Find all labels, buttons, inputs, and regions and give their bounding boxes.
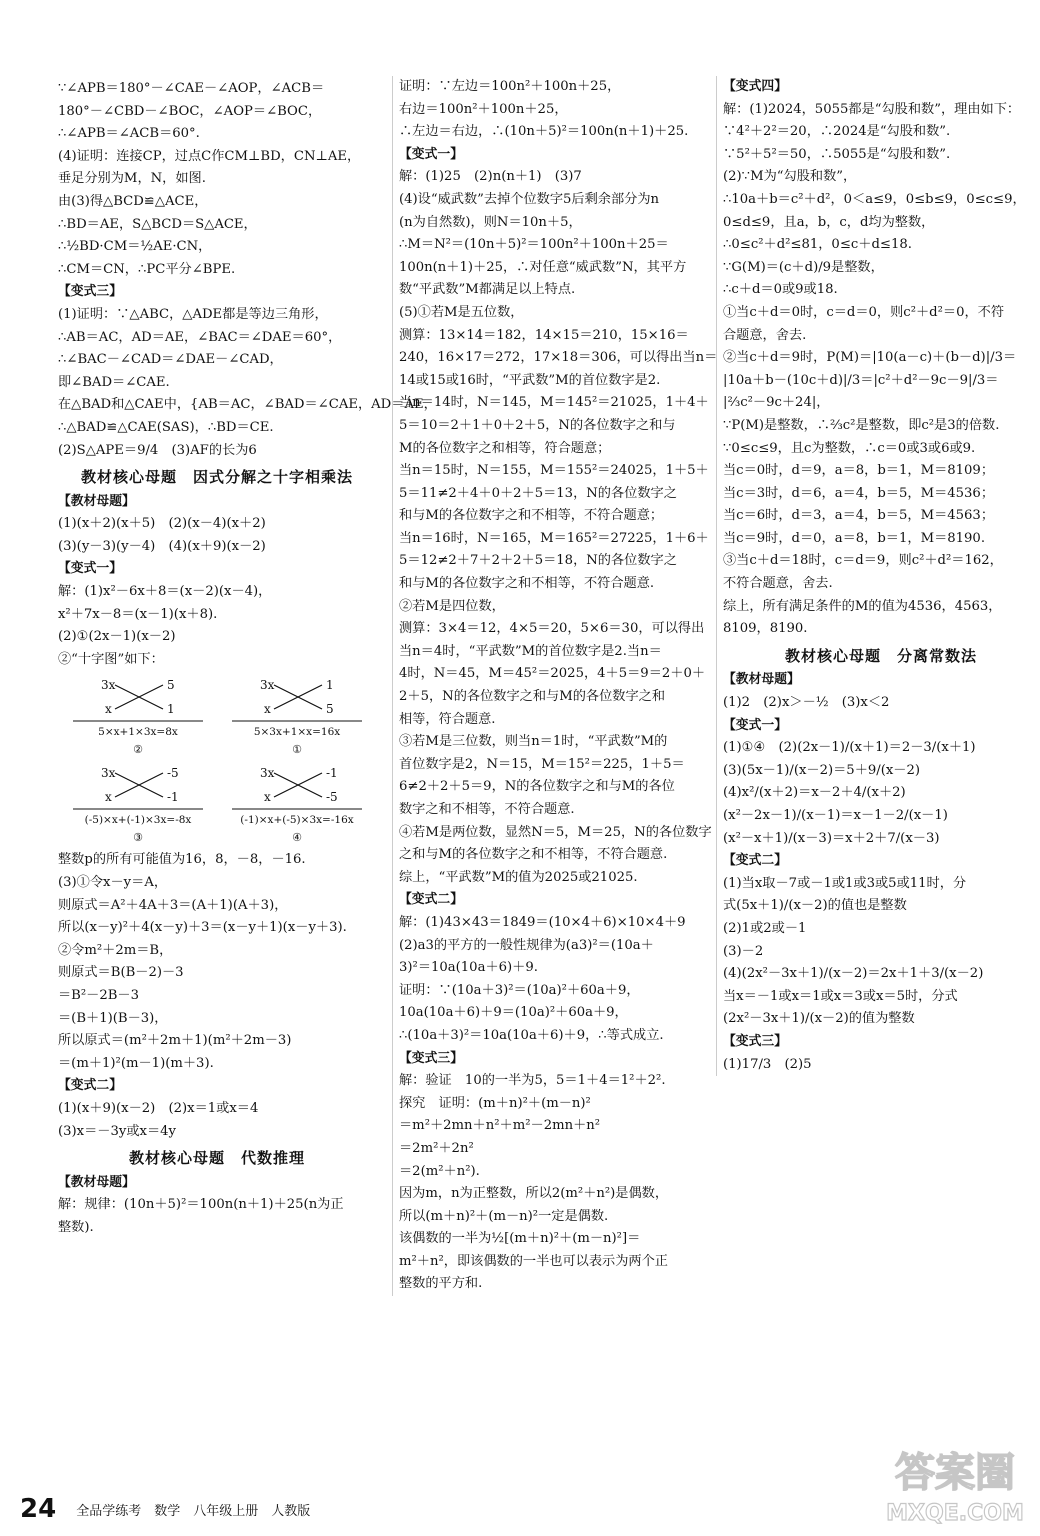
text-line: ＝(m＋1)²(m－1)(m＋3). — [58, 1055, 214, 1071]
section-heading-algebra-reasoning: 教材核心母题 代数推理 — [128, 1149, 305, 1168]
cross-bottom-left: x — [263, 790, 271, 805]
text-line: |10a＋b－(10c＋d)|/3＝|c²＋d²－9c－9|/3＝ — [723, 372, 999, 388]
text-line: 8109，8190. — [723, 621, 808, 637]
text-line: 合题意，舍去. — [723, 327, 807, 343]
text-line: 由(3)得△BCD≌△ACE， — [58, 193, 208, 209]
section-tag: 【变式二】 — [399, 892, 463, 908]
watermark-logo — [880, 1440, 1030, 1528]
cross-top-right: -5 — [166, 766, 179, 781]
text-line: 综上，“平武数”M的值为2025或21025. — [399, 869, 638, 885]
text-line: (4)证明：连接CP，过点C作CM⊥BD，CN⊥AE， — [58, 148, 361, 164]
cross-number: ③ — [132, 831, 143, 845]
text-line: 整数). — [58, 1219, 94, 1235]
text-line: x²＋7x－8＝(x－1)(x＋8). — [58, 606, 218, 622]
text-line: ②令m²＋2m＝B， — [58, 942, 173, 958]
text-line: 相等，符合题意. — [399, 711, 496, 727]
text-line: 首位数字是2，N＝15，M＝15²＝225，1＋5＝ — [399, 756, 685, 772]
text-line: (3)－2 — [723, 943, 764, 959]
text-line: 当n＝16时，N＝165，M＝165²＝27225，1＋6＋ — [399, 530, 709, 546]
text-line: ∴△BAD≌△CAE(SAS)，∴BD＝CE. — [58, 419, 274, 435]
page-footer — [20, 1494, 310, 1524]
text-line: 不符合题意，舍去. — [723, 576, 833, 592]
text-line: 在△BAD和△CAE中，{AB＝AC，∠BAD＝∠CAE，AD＝AE， — [58, 397, 437, 413]
text-line: (2)①(2x－1)(x－2) — [58, 629, 176, 645]
text-line: ∴c＋d＝0或9或18. — [723, 282, 838, 298]
text-line: 当x＝－1或x＝1或x＝3或x＝5时，分式 — [723, 988, 958, 1004]
cross-top-right: -1 — [325, 766, 338, 781]
text-line: (2)a3的平方的一般性规律为(a3)²＝(10a＋ — [399, 937, 654, 953]
text-line: ②当c＋d＝9时，P(M)＝|10(a－c)＋(b－d)|/3＝ — [723, 350, 1017, 366]
cross-diagram-row-2 — [58, 763, 376, 847]
text-line: ①当c＋d＝0时，c＝d＝0，则c²＋d²＝0，不符 — [723, 304, 1005, 320]
text-line: 解：规律：(10n＋5)²＝100n(n＋1)＋25(n为正 — [58, 1197, 344, 1213]
text-line: (3)(y－3)(y－4) (4)(x＋9)(x－2) — [58, 538, 266, 554]
text-line: (2x²－3x＋1)/(x－2)的值为整数 — [723, 1011, 915, 1027]
text-line: ∵0≤c≤9，且c为整数，∴c＝0或3或6或9. — [723, 440, 976, 456]
text-line: 解：(1)43×43＝1849＝(10×4＋6)×10×4＋9 — [399, 914, 686, 930]
cross-equation: 5×3x+1×x=16x — [253, 726, 340, 739]
text-line: 5＝10＝2＋1＋0＋2＋5，N的各位数字之和与 — [399, 417, 676, 433]
text-line: ③当c＋d＝18时，c＝d＝9，则c²＋d²＝162， — [723, 553, 1003, 569]
text-line: 2＋5，N的各位数字之和与M的各位数字之和 — [399, 689, 666, 705]
text-line: 当c＝3时，d＝6，a＝4，b＝5，M＝4536； — [723, 485, 995, 501]
section-heading-cross-multiplication: 教材核心母题 因式分解之十字相乘法 — [80, 468, 353, 487]
text-line: |⅔c²－9c＋24|， — [723, 395, 830, 411]
cross-bottom-left: x — [263, 702, 271, 717]
text-line: 当c＝0时，d＝9，a＝8，b＝1，M＝8109； — [723, 463, 995, 479]
text-line: 当c＝6时，d＝3，a＝4，b＝5，M＝4563； — [723, 508, 995, 524]
text-line: ∴M＝N²＝(10n＋5)²＝100n²＋100n＋25＝ — [399, 237, 669, 253]
text-line: ∴10a＋b＝c²＋d²，0＜a≤9，0≤b≤9，0≤c≤9， — [723, 191, 1026, 207]
section-tag: 【变式三】 — [58, 284, 122, 300]
cross-top-left: 3x — [100, 766, 115, 781]
text-line: (1)当x取－7或－1或1或3或5或11时，分 — [723, 875, 967, 891]
cross-bottom-right: 1 — [166, 702, 175, 717]
text-line: 即∠BAD＝∠CAE. — [58, 374, 170, 390]
text-line: (n为自然数)，则N＝10n＋5， — [399, 214, 582, 230]
text-line: 测算：3×4＝12，4×5＝20，5×6＝30，可以得出 — [399, 621, 705, 637]
text-line: ④若M是两位数，显然N＝5，M＝25，N的各位数字 — [399, 824, 712, 840]
section-tag: 【变式一】 — [58, 561, 122, 577]
text-line: ∵4²＋2²＝20，∴2024是“勾股和数”. — [723, 124, 951, 140]
text-line: 证明：∵左边＝100n²＋100n＋25， — [399, 79, 621, 94]
middle-column — [392, 76, 718, 1296]
text-line: 所以(x－y)²＋4(x－y)＋3＝(x－y＋1)(x－y＋3). — [58, 920, 347, 936]
text-line: 右边＝100n²＋100n＋25， — [399, 101, 568, 117]
text-line: 4时，N＝45，M＝45²＝2025，4＋5＝9＝2＋0＋ — [399, 666, 706, 682]
text-line: 10a(10a＋6)＋9＝(10a)²＋60a＋9， — [399, 1005, 628, 1021]
text-line: (3)x＝－3y或x＝4y — [58, 1123, 176, 1139]
text-line: M的各位数字之和相等，符合题意； — [399, 440, 611, 456]
text-line: 数“平武数”M都满足以上特点. — [399, 282, 576, 298]
text-line: ∴½BD·CM＝½AE·CN， — [58, 239, 212, 255]
text-line: ＝B²－2B－3 — [58, 988, 140, 1003]
text-line: 整数的平方和. — [399, 1276, 483, 1292]
cross-equation: (-1)×x+(-5)×3x=-16x — [239, 814, 354, 827]
text-line: 垂足分别为M，N，如图. — [58, 171, 206, 187]
text-line: (1)2 (2)x＞－½ (3)x＜2 — [723, 695, 890, 711]
text-line: 证明：∵(10a＋3)²＝(10a)²＋60a＋9， — [399, 982, 640, 998]
text-line: 解：验证 10的一半为5，5＝1＋4＝1²＋2². — [399, 1073, 666, 1089]
text-line: 100n(n＋1)＋25，∴对任意“威武数”N，其平方 — [399, 259, 687, 275]
cross-number: ① — [291, 743, 302, 757]
cross-top-left: 3x — [259, 678, 274, 693]
text-line: 解：(1)25 (2)n(n＋1) (3)7 — [399, 169, 582, 185]
text-line: 3)²＝10a(10a＋6)＋9. — [399, 960, 538, 976]
section-tag: 【变式四】 — [723, 79, 787, 94]
text-line: (1)(x＋2)(x＋5) (2)(x－4)(x＋2) — [58, 516, 266, 532]
text-line: (5)①若M是五位数， — [399, 304, 524, 320]
text-line: ②若M是四位数， — [399, 598, 505, 614]
text-line: 解：(1)2024，5055都是“勾股和数”，理由如下： — [723, 101, 1021, 117]
text-line: 和与M的各位数字之和不相等，不符合题意； — [399, 508, 664, 524]
cross-number: ④ — [291, 831, 302, 845]
text-line: ∵G(M)＝(c＋d)/9是整数， — [723, 259, 884, 275]
cross-bottom-left: x — [104, 702, 112, 717]
solution-block-3 — [58, 849, 376, 1143]
section-tag: 【教材母题】 — [58, 1174, 135, 1190]
svg-text:MXQE.COM: MXQE.COM — [886, 1501, 1024, 1526]
cross-diagram — [63, 675, 213, 759]
text-line: 该偶数的一半为½[(m＋n)²＋(m－n)²]＝ — [399, 1231, 641, 1247]
text-line: 整数p的所有可能值为16，8，－8，－16. — [58, 852, 306, 868]
section-tag: 【变式一】 — [723, 717, 787, 733]
cross-diagram — [222, 763, 372, 847]
text-line: ∴∠BAC－∠CAD＝∠DAE－∠CAD， — [58, 352, 283, 368]
cross-number: ② — [132, 743, 143, 757]
page-number: 24 — [20, 1494, 57, 1524]
text-line: ∴左边＝右边，∴(10n＋5)²＝100n(n＋1)＋25. — [399, 124, 689, 140]
text-line: (3)①令x－y＝A， — [58, 875, 168, 891]
text-line: 0≤d≤9，且a，b，c，d均为整数， — [723, 214, 935, 230]
cross-diagram — [63, 763, 213, 847]
right-column — [716, 76, 1039, 1076]
cross-bottom-right: -5 — [325, 790, 338, 805]
cross-bottom-right: 5 — [325, 702, 334, 717]
text-line: (x²－x＋1)/(x－3)＝x＋2＋7/(x－3) — [723, 830, 940, 846]
text-line: 当c＝9时，d＝0，a＝8，b＝1，M＝8190. — [723, 530, 986, 546]
cross-top-right: 5 — [166, 678, 175, 693]
section-tag: 【变式二】 — [723, 853, 787, 869]
text-line: (4)(2x²－3x＋1)/(x－2)＝2x＋1＋3/(x－2) — [723, 966, 984, 982]
text-line: 之和与M的各位数字之和不相等，不符合题意. — [399, 847, 668, 863]
text-line: ②“十字图”如下： — [58, 651, 164, 667]
text-line: 14或15或16时，“平武数”M的首位数字是2. — [399, 372, 661, 388]
solution-block-5 — [723, 76, 1039, 641]
cross-top-left: 3x — [100, 678, 115, 693]
text-line: 和与M的各位数字之和不相等，不符合题意. — [399, 576, 655, 592]
text-line: ∵5²＋5²＝50，∴5055是“勾股和数”. — [723, 146, 951, 162]
text-line: ＝m²＋2mn＋n²＋m²－2mn＋n² — [399, 1118, 601, 1134]
text-line: 因为m，n为正整数，所以2(m²＋n²)是偶数， — [399, 1186, 669, 1202]
solution-block-4 — [58, 1172, 376, 1240]
section-tag: 【变式三】 — [399, 1050, 463, 1066]
section-tag: 【变式三】 — [723, 1033, 787, 1049]
text-line: (4)x²/(x＋2)＝x－2＋4/(x＋2) — [723, 785, 906, 801]
section-tag: 【教材母题】 — [723, 672, 800, 688]
svg-text:答案圈: 答案圈 — [895, 1450, 1015, 1496]
cross-diagram — [222, 675, 372, 759]
text-line: 240，16×17＝272，17×18＝306，可以得出当n＝ — [399, 350, 718, 366]
text-line: 数字之和不相等，不符合题意. — [399, 802, 575, 817]
text-line: ＝2m²＋2n² — [399, 1140, 474, 1156]
text-line: (1)证明：∵△ABC，△ADE都是等边三角形， — [58, 306, 328, 322]
text-line: (2)S△APE＝9/4 (3)AF的长为6 — [58, 442, 257, 458]
text-line: (1)17/3 (2)5 — [723, 1056, 812, 1072]
text-line: 综上，所有满足条件的M的值为4536，4563， — [723, 598, 1002, 614]
section-heading-separate-constant: 教材核心母题 分离常数法 — [784, 646, 977, 665]
text-line: 则原式＝B(B－2)－3 — [58, 965, 184, 981]
text-line: ＝(B＋1)(B－3)， — [58, 1010, 168, 1026]
book-title: 全品学练考 数学 八年级上册 人教版 — [76, 1503, 311, 1519]
text-line: (1)①④ (2)(2x－1)/(x＋1)＝2－3/(x＋1) — [723, 740, 976, 756]
text-line: 所以原式＝(m²＋2m＋1)(m²＋2m－3) — [58, 1033, 292, 1049]
cross-top-right: 1 — [325, 678, 334, 693]
solution-block-2 — [58, 491, 376, 672]
text-line: 式(5x＋1)/(x－2)的值也是整数 — [723, 898, 907, 914]
cross-equation: (-5)×x+(-1)×3x=-8x — [84, 814, 191, 827]
text-line: 解：(1)x²－6x＋8＝(x－2)(x－4)， — [58, 584, 272, 600]
text-line: 探究 证明：(m＋n)²＋(m－n)² — [399, 1095, 591, 1111]
cross-top-left: 3x — [259, 766, 274, 781]
text-line: ③若M是三位数，则当n＝1时，“平武数”M的 — [399, 734, 668, 750]
section-tag: 【教材母题】 — [58, 493, 135, 509]
text-line: 测算：13×14＝182，14×15＝210，15×16＝ — [399, 327, 689, 343]
text-line: ∴AB＝AC，AD＝AE，∠BAC＝∠DAE＝60°， — [58, 329, 342, 345]
text-line: 6≠2＋2＋5＝9，N的各位数字之和与M的各位 — [399, 779, 675, 795]
cross-diagram-row-1 — [58, 675, 376, 759]
text-line: 当n＝4时，“平武数”M的首位数字是2.当n＝ — [399, 643, 662, 659]
text-line: ＝2(m²＋n²). — [399, 1163, 480, 1179]
text-line: ∴BD＝AE，S△BCD＝S△ACE， — [58, 216, 257, 232]
text-line: (1)(x＋9)(x－2) (2)x＝1或x＝4 — [58, 1100, 259, 1116]
text-line: ∵P(M)是整数，∴⅔c²是整数，即c²是3的倍数. — [723, 417, 1000, 433]
text-line: (2)∵M为“勾股和数”， — [723, 169, 857, 185]
section-tag: 【变式二】 — [58, 1078, 122, 1094]
text-line: m²＋n²，即该偶数的一半也可以表示为两个正 — [399, 1253, 668, 1269]
text-line: ∴CM＝CN，∴PC平分∠BPE. — [58, 261, 236, 277]
text-line: 所以(m＋n)²＋(m－n)²一定是偶数. — [399, 1208, 609, 1224]
text-line: ∴(10a＋3)²＝10a(10a＋6)＋9，∴等式成立. — [399, 1027, 664, 1043]
text-line: 则原式＝A²＋4A＋3＝(A＋1)(A＋3)， — [58, 897, 288, 913]
text-line: (2)1或2或－1 — [723, 920, 807, 936]
cross-bottom-left: x — [104, 790, 112, 805]
text-line: 当n＝14时，N＝145，M＝145²＝21025，1＋4＋ — [399, 395, 709, 411]
text-line: (3)(5x－1)/(x－2)＝5＋9/(x－2) — [723, 762, 921, 778]
text-line: 180°－∠CBD－∠BOC，∠AOP＝∠BOC， — [58, 103, 322, 119]
text-line: ∴0≤c²＋d²≤81，0≤c＋d≤18. — [723, 237, 912, 253]
text-line: ∴∠APB＝∠ACB＝60°. — [58, 126, 200, 142]
cross-bottom-right: -1 — [166, 790, 179, 805]
text-line: 5＝11≠2＋4＋0＋2＋5＝13，N的各位数字之 — [399, 485, 677, 501]
text-line: ∵∠APB＝180°－∠CAE－∠AOP，∠ACB＝ — [58, 81, 325, 96]
cross-equation: 5×x+1×3x=8x — [97, 726, 178, 739]
text-line: (4)设“威武数”去掉个位数字5后剩余部分为n — [399, 191, 660, 207]
solution-block-6 — [723, 669, 1039, 1076]
text-line: 当n＝15时，N＝155，M＝155²＝24025，1＋5＋ — [399, 463, 709, 479]
section-tag: 【变式一】 — [399, 146, 463, 162]
text-line: (x²－2x－1)/(x－1)＝x－1－2/(x－1) — [723, 808, 948, 823]
text-line: 5＝12≠2＋7＋2＋2＋5＝18，N的各位数字之 — [399, 553, 677, 569]
